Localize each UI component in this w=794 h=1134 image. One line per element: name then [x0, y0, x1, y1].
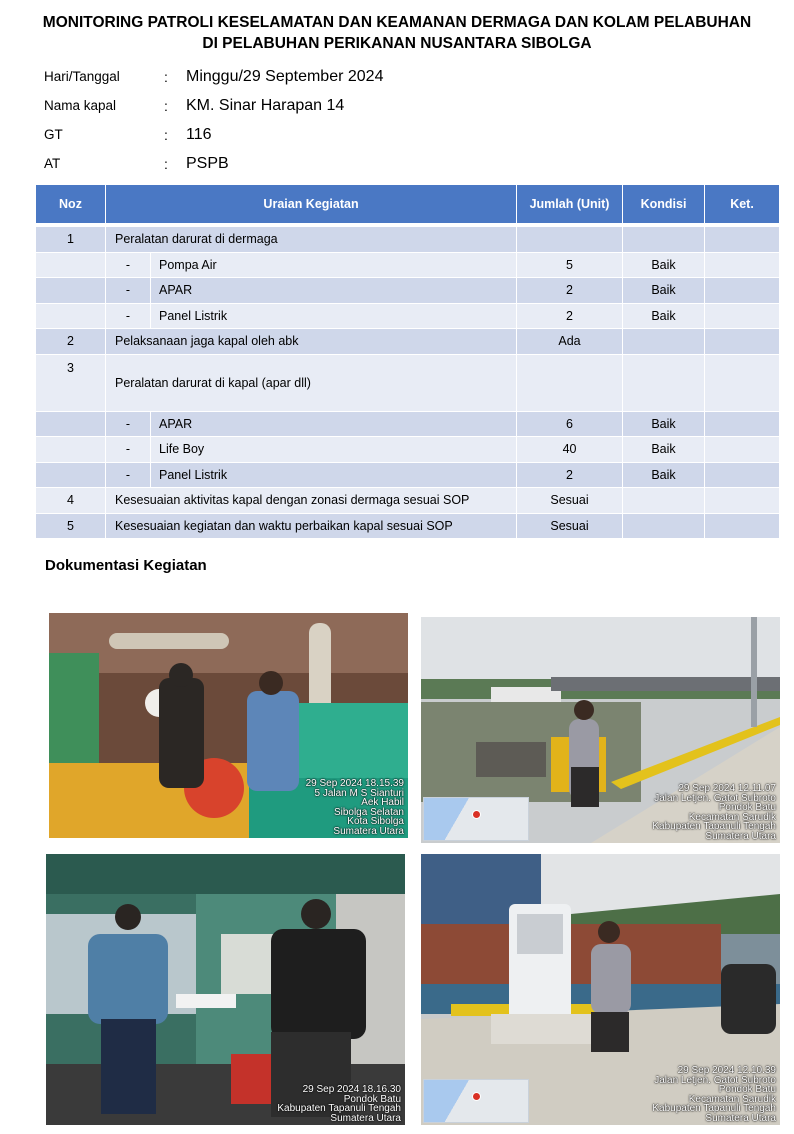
- row-kondisi: Baik: [623, 437, 705, 463]
- row-item: Life Boy: [151, 437, 517, 463]
- row-dash: -: [106, 304, 151, 330]
- row-kondisi: [623, 488, 705, 514]
- row-qty: 2: [517, 463, 623, 489]
- row-item: Panel Listrik: [151, 304, 517, 330]
- info-value: Minggu/29 September 2024: [186, 68, 384, 85]
- row-ket: [705, 329, 780, 355]
- photo-timestamp-1: 29 Sep 2024 18.15.39 5 Jalan M S Sianturi Aek Habil Sibolga Selatan Kota Sibolga Sumatera Utara: [305, 778, 404, 837]
- row-text: Pelaksanaan jaga kapal oleh abk: [106, 329, 517, 355]
- row-item: APAR: [151, 412, 517, 438]
- row-text: Peralatan darurat di dermaga: [106, 227, 517, 253]
- row-dash: -: [106, 463, 151, 489]
- table-row: [36, 412, 780, 438]
- info-value: KM. Sinar Harapan 14: [186, 97, 345, 114]
- row-text: Kesesuaian kegiatan dan waktu perbaikan kapal sesuai SOP: [106, 514, 517, 540]
- header-no: Noz: [36, 185, 106, 227]
- row-ket: [705, 412, 780, 438]
- row-no: 2: [36, 329, 106, 355]
- table-row: [36, 253, 780, 279]
- row-text: Peralatan darurat di kapal (apar dll): [106, 355, 517, 412]
- table-row: [36, 488, 780, 514]
- document-title: [0, 12, 794, 54]
- info-label: GT: [44, 127, 63, 142]
- row-item: APAR: [151, 278, 517, 304]
- row-kondisi: Baik: [623, 463, 705, 489]
- activity-table: [36, 185, 780, 539]
- map-pin-icon: [472, 810, 481, 819]
- row-no: [36, 304, 106, 330]
- row-kondisi: Baik: [623, 278, 705, 304]
- photo-dock-panel: [421, 617, 780, 843]
- row-ket: [705, 253, 780, 279]
- row-ket: [705, 488, 780, 514]
- title-line-1: MONITORING PATROLI KESELAMATAN DAN KEAMANAN DERMAGA DAN KOLAM PELABUHAN: [42, 14, 752, 31]
- row-qty: [517, 355, 623, 412]
- row-ket: [705, 355, 780, 412]
- photo-timestamp-3: 29 Sep 2024 18.16.30 Pondok Batu Kabupaten Tapanuli Tengah Sumatera Utara: [277, 1084, 401, 1124]
- header-ket: Ket.: [705, 185, 780, 227]
- row-qty: Sesuai: [517, 488, 623, 514]
- info-label: Hari/Tanggal: [44, 69, 120, 84]
- row-dash: -: [106, 253, 151, 279]
- header-jumlah: Jumlah (Unit): [517, 185, 623, 227]
- row-qty: Sesuai: [517, 514, 623, 540]
- row-kondisi: Baik: [623, 412, 705, 438]
- row-no: 4: [36, 488, 106, 514]
- info-label: Nama kapal: [44, 98, 117, 113]
- header-kondisi: Kondisi: [623, 185, 705, 227]
- location-minimap: [423, 1079, 529, 1123]
- row-ket: [705, 463, 780, 489]
- documentation-title: Dokumentasi Kegiatan: [45, 557, 207, 574]
- row-qty: 2: [517, 278, 623, 304]
- row-qty: 5: [517, 253, 623, 279]
- row-qty: 40: [517, 437, 623, 463]
- photo-charging-station: [421, 854, 780, 1125]
- row-dash: -: [106, 437, 151, 463]
- row-no: [36, 253, 106, 279]
- row-no: 1: [36, 227, 106, 253]
- photo-ship-inspection: [46, 854, 405, 1125]
- info-value: PSPB: [186, 155, 229, 172]
- row-ket: [705, 278, 780, 304]
- table-row: [36, 514, 780, 540]
- row-kondisi: [623, 329, 705, 355]
- row-kondisi: Baik: [623, 253, 705, 279]
- row-item: Pompa Air: [151, 253, 517, 279]
- row-dash: -: [106, 278, 151, 304]
- row-no: 5: [36, 514, 106, 540]
- row-ket: [705, 437, 780, 463]
- info-label: AT: [44, 156, 61, 171]
- row-kondisi: [623, 514, 705, 540]
- photo-timestamp-2: 29 Sep 2024 12.11.07 Jalan Letjen. Gatot Subroto Pondok Batu Kecamatan Sarudik Kabupaten Tapanuli Tengah Sumatera Utara: [652, 783, 776, 842]
- info-colon: :: [164, 156, 168, 172]
- row-qty: Ada: [517, 329, 623, 355]
- table-row: [36, 278, 780, 304]
- row-qty: 2: [517, 304, 623, 330]
- info-colon: :: [164, 98, 168, 114]
- table-row: [36, 329, 780, 355]
- table-row: [36, 355, 780, 412]
- photo-timestamp-4: 29 Sep 2024 12.10.39 Jalan Letjen. Gatot Subroto Pondok Batu Kecamatan Sarudik Kabupaten Tapanuli Tengah Sumatera Utara: [652, 1065, 776, 1124]
- row-no: 3: [36, 355, 106, 412]
- location-minimap: [423, 797, 529, 841]
- row-ket: [705, 227, 780, 253]
- row-qty: [517, 227, 623, 253]
- info-colon: :: [164, 127, 168, 143]
- row-kondisi: Baik: [623, 304, 705, 330]
- row-text: Kesesuaian aktivitas kapal dengan zonasi dermaga sesuai SOP: [106, 488, 517, 514]
- row-dash: -: [106, 412, 151, 438]
- row-kondisi: [623, 355, 705, 412]
- info-colon: :: [164, 69, 168, 85]
- title-line-2: DI PELABUHAN PERIKANAN NUSANTARA SIBOLGA: [202, 35, 592, 52]
- row-ket: [705, 514, 780, 540]
- table-row: [36, 227, 780, 253]
- table-row: [36, 463, 780, 489]
- photo-engine-room: [49, 613, 408, 838]
- table-row: [36, 304, 780, 330]
- header-uraian: Uraian Kegiatan: [106, 185, 517, 227]
- row-kondisi: [623, 227, 705, 253]
- row-ket: [705, 304, 780, 330]
- row-item: Panel Listrik: [151, 463, 517, 489]
- table-header-row: [36, 185, 780, 227]
- table-row: [36, 437, 780, 463]
- info-value: 116: [186, 126, 212, 143]
- row-no: [36, 437, 106, 463]
- row-no: [36, 278, 106, 304]
- map-pin-icon: [472, 1092, 481, 1101]
- row-no: [36, 412, 106, 438]
- row-no: [36, 463, 106, 489]
- row-qty: 6: [517, 412, 623, 438]
